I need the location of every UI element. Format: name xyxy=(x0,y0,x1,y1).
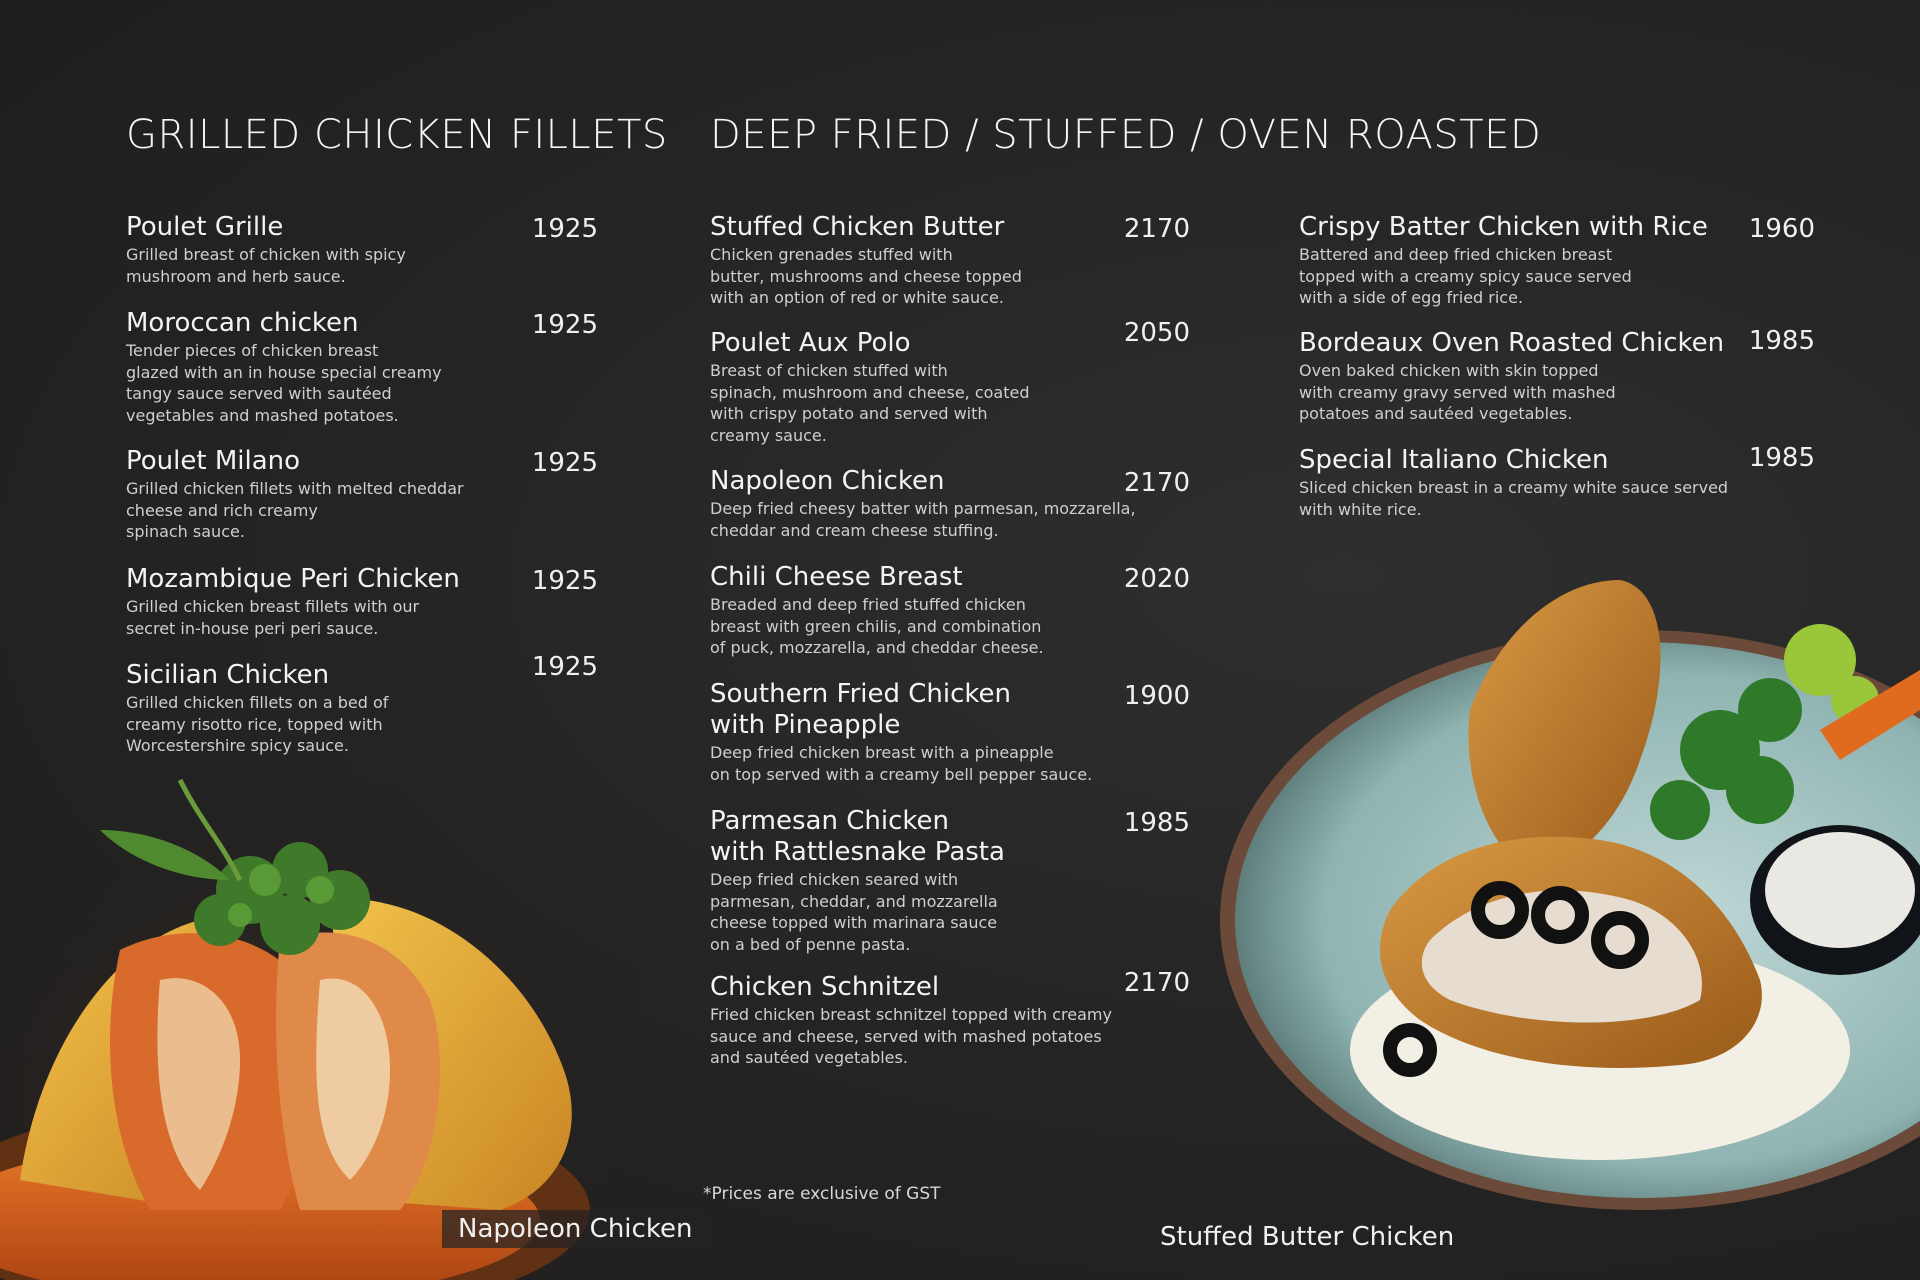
item-name: Parmesan Chicken with Rattlesnake Pasta xyxy=(710,806,1005,867)
menu-item xyxy=(710,212,1190,328)
item-description: Breast of chicken stuffed with spinach, mushroom and cheese, coated with crispy potato and served with creamy sauce. xyxy=(710,361,1030,445)
item-name: Crispy Batter Chicken with Rice xyxy=(1299,212,1708,242)
item-description: Oven baked chicken with skin topped with creamy gravy served with mashed potatoes and sautéed vegetables. xyxy=(1299,361,1616,423)
item-name: Poulet Aux Polo xyxy=(710,328,911,358)
photo-caption-right: Stuffed Butter Chicken xyxy=(1160,1222,1455,1252)
item-description: Grilled chicken fillets on a bed of creamy risotto rice, topped with Worcestershire spicy sauce. xyxy=(126,693,389,755)
item-name: Sicilian Chicken xyxy=(126,660,330,690)
item-name: Napoleon Chicken xyxy=(710,466,945,496)
item-name: Moroccan chicken xyxy=(126,308,359,338)
menu-item xyxy=(126,212,598,308)
item-price: 1925 xyxy=(531,566,598,596)
item-name: Chili Cheese Breast xyxy=(710,562,963,592)
item-price: 2170 xyxy=(1123,214,1190,244)
item-price: 1925 xyxy=(531,652,598,682)
item-price: 1960 xyxy=(1748,214,1815,244)
menu-item xyxy=(710,679,1190,806)
item-name: Bordeaux Oven Roasted Chicken xyxy=(1299,328,1725,358)
item-name: Mozambique Peri Chicken xyxy=(126,564,460,594)
item-price: 1985 xyxy=(1748,443,1815,473)
item-description: Deep fried chicken seared with parmesan, cheddar, and mozzarella cheese topped with marinara sauce on a bed of penne pasta. xyxy=(710,870,998,954)
photo-caption-left: Napoleon Chicken xyxy=(442,1210,708,1248)
item-description: Tender pieces of chicken breast glazed with an in house special creamy tangy sauce served with sautéed vegetables and mashed potatoes. xyxy=(126,341,442,425)
menu-item xyxy=(710,562,1190,679)
menu-item xyxy=(710,806,1190,972)
item-description: Breaded and deep fried stuffed chicken breast with green chilis, and combination of puck, mozzarella, and cheddar cheese. xyxy=(710,595,1044,657)
menu-item xyxy=(1299,328,1815,445)
item-description: Battered and deep fried chicken breast topped with a creamy spicy sauce served with a side of egg fried rice. xyxy=(1299,245,1632,307)
fried-menu-list-1 xyxy=(710,212,1190,1072)
item-name: Special Italiano Chicken xyxy=(1299,445,1609,475)
grilled-menu-list xyxy=(126,212,598,756)
menu-item xyxy=(1299,212,1815,328)
menu-item xyxy=(126,652,598,756)
item-description: Deep fried chicken breast with a pineapple on top served with a creamy bell pepper sauce. xyxy=(710,743,1093,784)
menu-item xyxy=(710,968,1190,1072)
fried-menu-list-2 xyxy=(1299,212,1815,525)
menu-item xyxy=(710,466,1190,562)
item-description: Grilled chicken breast fillets with our secret in-house peri peri sauce. xyxy=(126,597,420,638)
item-description: Chicken grenades stuffed with butter, mushrooms and cheese topped with an option of red or white sauce. xyxy=(710,245,1022,307)
item-name: Stuffed Chicken Butter xyxy=(710,212,1005,242)
section-title-grilled: GRILLED CHICKEN FILLETS xyxy=(126,112,668,158)
menu-item xyxy=(126,564,598,660)
item-description: Grilled breast of chicken with spicy mushroom and herb sauce. xyxy=(126,245,406,286)
item-price: 1900 xyxy=(1123,681,1190,711)
item-description: Fried chicken breast schnitzel topped with creamy sauce and cheese, served with mashed potatoes and sautéed vegetables. xyxy=(710,1005,1112,1067)
item-price: 1925 xyxy=(531,310,598,340)
item-price: 1985 xyxy=(1748,326,1815,356)
item-description: Deep fried cheesy batter with parmesan, mozzarella, cheddar and cream cheese stuffing. xyxy=(710,499,1136,540)
menu-item xyxy=(1299,445,1815,525)
item-name: Southern Fried Chicken with Pineapple xyxy=(710,679,1012,740)
item-price: 2050 xyxy=(1123,318,1190,348)
item-price: 2170 xyxy=(1123,968,1190,998)
item-price: 2170 xyxy=(1123,468,1190,498)
item-price: 1925 xyxy=(531,214,598,244)
gst-note: *Prices are exclusive of GST xyxy=(703,1184,941,1204)
item-name: Poulet Grille xyxy=(126,212,284,242)
menu-item xyxy=(126,308,598,446)
item-name: Chicken Schnitzel xyxy=(710,972,940,1002)
item-name: Poulet Milano xyxy=(126,446,301,476)
item-description: Sliced chicken breast in a creamy white sauce served with white rice. xyxy=(1299,478,1729,519)
napoleon-chicken-photo xyxy=(0,740,640,1280)
item-description: Grilled chicken fillets with melted cheddar cheese and rich creamy spinach sauce. xyxy=(126,479,464,541)
menu-item xyxy=(710,318,1190,466)
item-price: 1925 xyxy=(531,448,598,478)
stuffed-butter-chicken-photo xyxy=(1200,560,1920,1280)
item-price: 1985 xyxy=(1123,808,1190,838)
item-price: 2020 xyxy=(1123,564,1190,594)
section-title-fried: DEEP FRIED / STUFFED / OVEN ROASTED xyxy=(710,112,1542,158)
menu-item xyxy=(126,446,598,564)
